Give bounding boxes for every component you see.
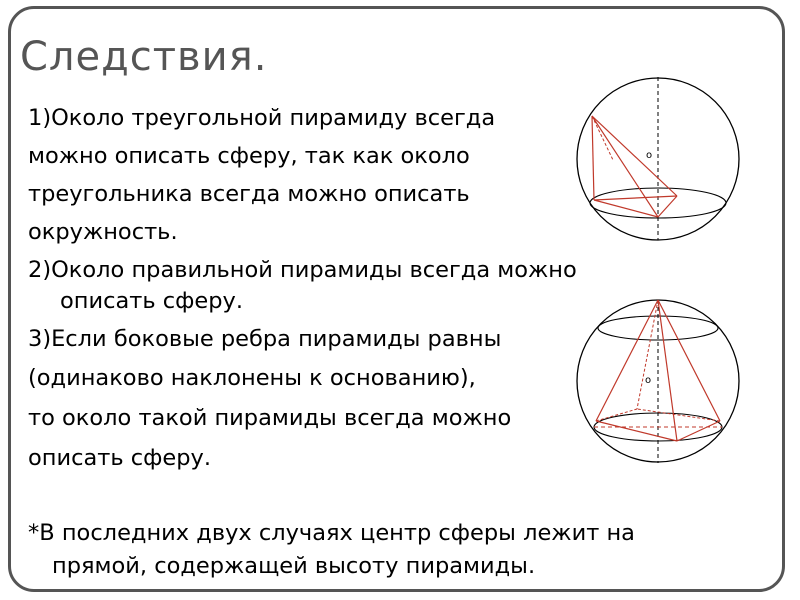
corollary-3-line-3: то около такой пирамиды всегда можно <box>28 405 512 431</box>
pyramid-base-edge-hidden <box>596 409 637 421</box>
sphere-triangular-pyramid-diagram <box>575 72 745 244</box>
pyramid-edge <box>592 116 594 200</box>
pyramid-base-edge-hidden <box>637 409 720 421</box>
sphere-center-label: o <box>645 375 652 386</box>
pyramid-base-edge <box>658 196 677 217</box>
corollary-1-line-2: можно описать сферу, так как около <box>28 143 470 169</box>
sphere-center-label: o <box>646 150 653 161</box>
corollary-1-line-3: треугольника всегда можно описать <box>28 181 470 207</box>
pyramid-edge <box>592 116 677 196</box>
corollary-3-line-4: описать сферу. <box>28 445 211 471</box>
corollary-2-line-1: 2)Около правильной пирамиды всегда можно <box>28 257 577 283</box>
slide-title: Следствия. <box>20 34 268 80</box>
sphere-diagram-2 <box>575 295 745 467</box>
corollary-1-line-1: 1)Около треугольной пирамиду всегда <box>28 105 496 131</box>
pyramid-inner-line <box>592 116 613 160</box>
corollary-3-line-1: 3)Если боковые ребра пирамиды равны <box>28 326 502 352</box>
note-line-1: *В последних двух случаях центр сферы лежит на <box>28 520 635 546</box>
pyramid-base-edge <box>594 196 677 200</box>
corollary-3-line-2: (одинаково наклонены к основанию), <box>28 365 476 391</box>
corollary-2-line-2: описать сферу. <box>60 288 243 314</box>
sphere-outline <box>577 78 739 240</box>
sphere-diagram-1 <box>575 72 745 244</box>
sphere-regular-pyramid-diagram <box>575 295 745 467</box>
pyramid-edge <box>658 300 677 441</box>
note-line-2: прямой, содержащей высоту пирамиды. <box>52 553 536 579</box>
pyramid-base-edge <box>596 421 677 441</box>
corollary-1-line-4: окружность. <box>28 219 178 245</box>
